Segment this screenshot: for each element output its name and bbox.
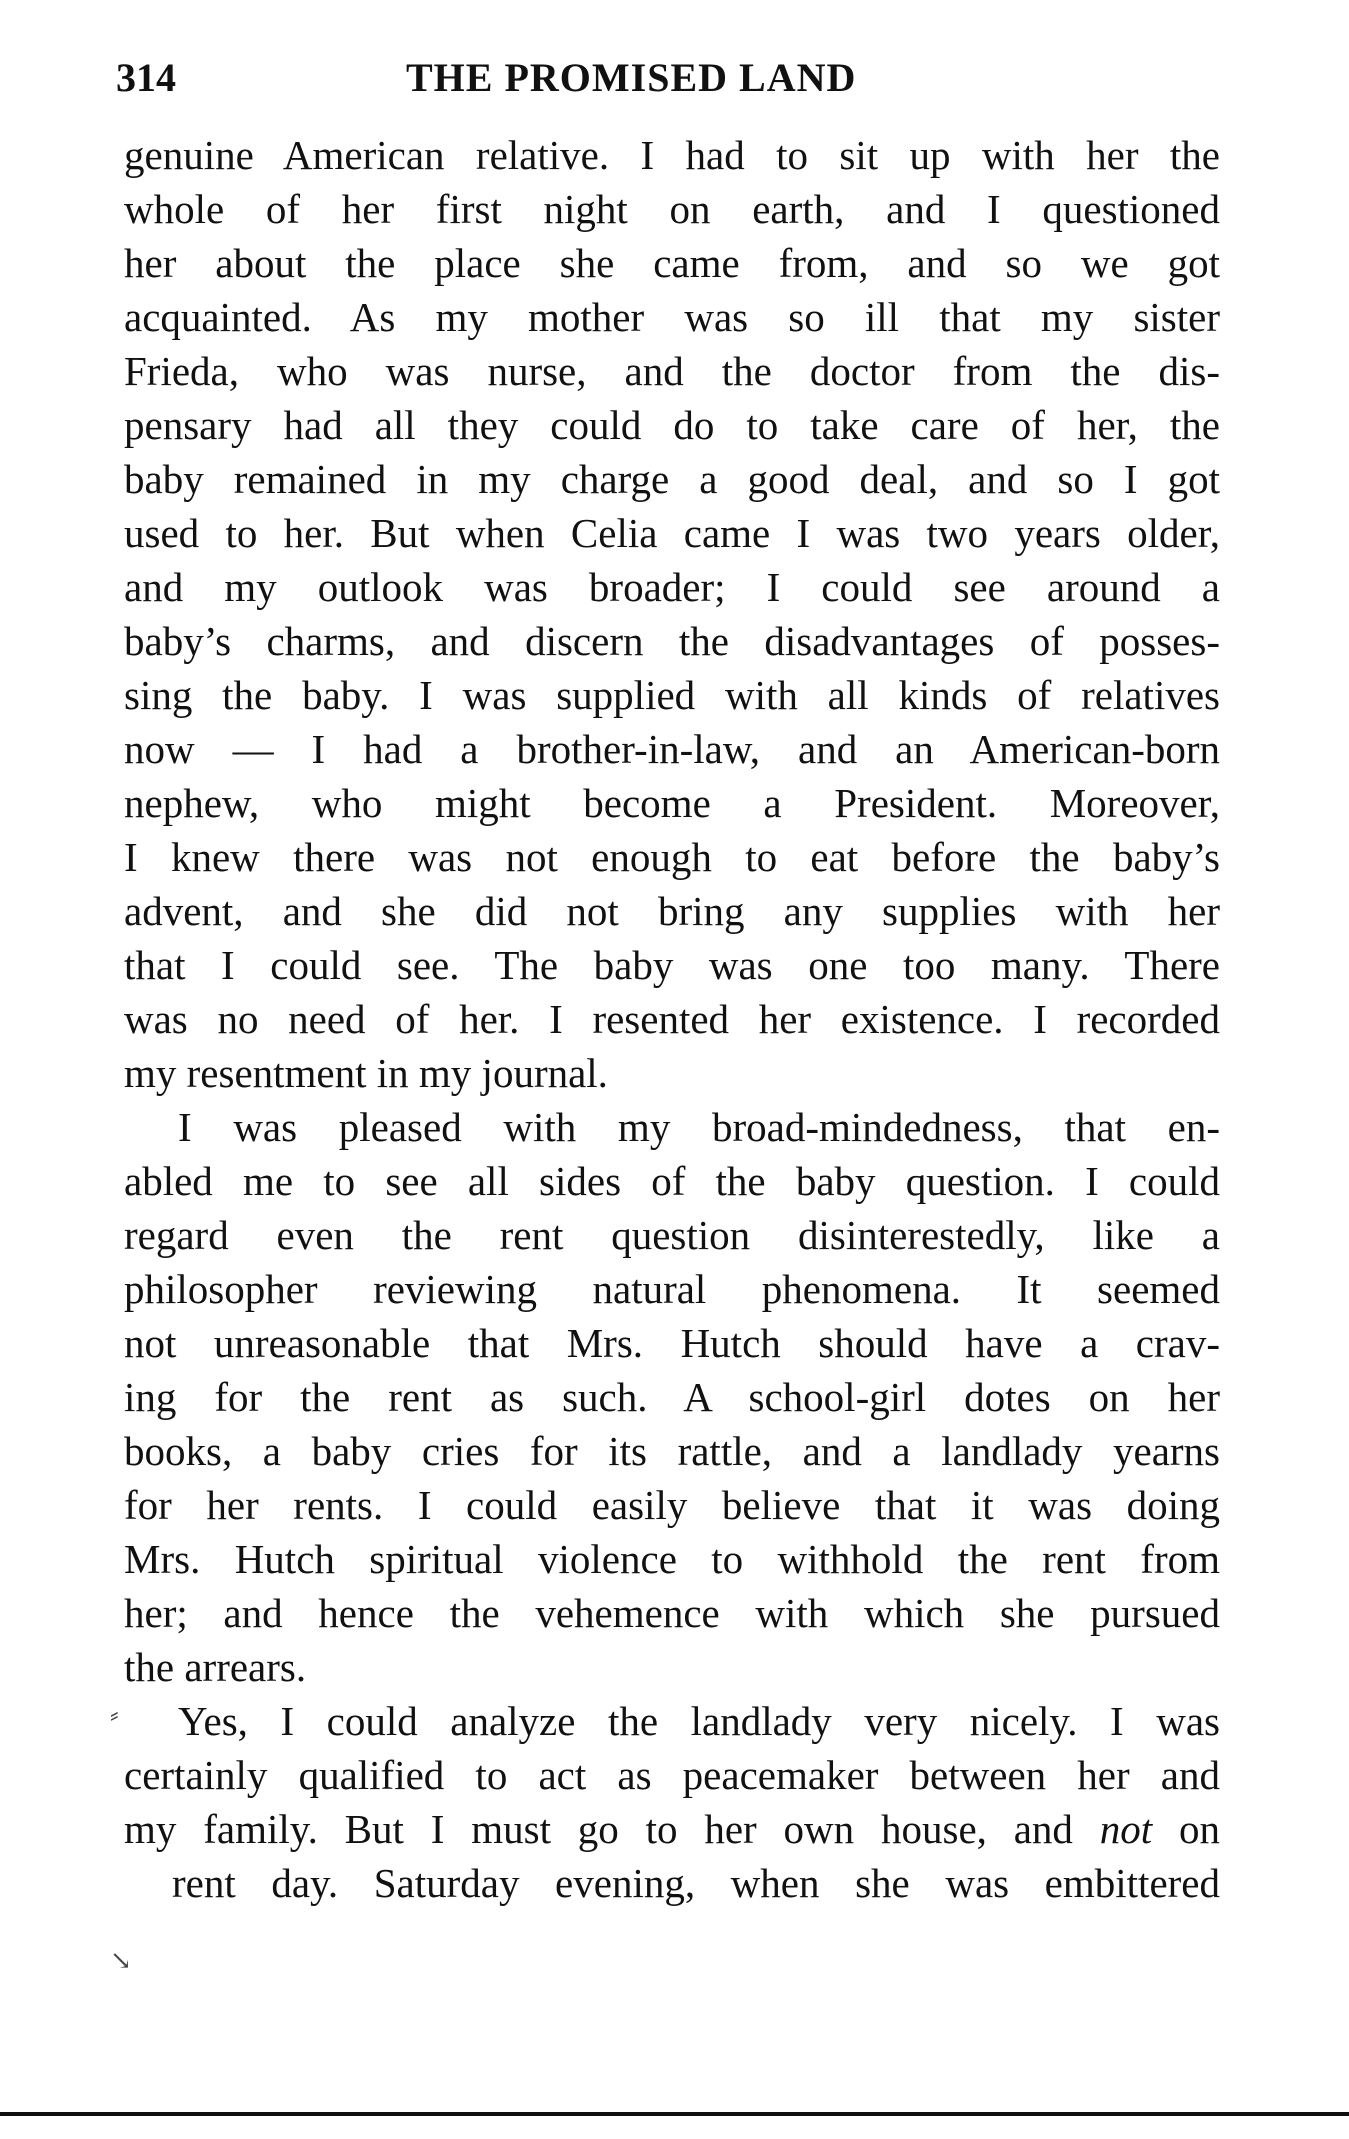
text-line: and my outlook was broader; I could see around a (124, 564, 1220, 610)
text-line: I knew there was not enough to eat before the baby’s (124, 834, 1220, 880)
running-title: THE PROMISED LAND (406, 55, 857, 100)
text-line: pensary had all they could do to take care of her, the (124, 402, 1220, 448)
text-line (124, 1802, 1220, 1856)
text-line: Frieda, who was nurse, and the doctor from the dis- (124, 348, 1220, 394)
text-line: was no need of her. I resented her existence. I recorded (124, 996, 1220, 1042)
text-line: regard even the rent question disinterestedly, like a (124, 1212, 1220, 1258)
text-line: advent, and she did not bring any supplies with her (124, 888, 1220, 934)
text-line: for her rents. I could easily believe that it was doing (124, 1482, 1220, 1528)
line-text-part: my family. But I must go to her own house, and (124, 1806, 1100, 1852)
text-line: her about the place she came from, and so we got (124, 240, 1220, 286)
text-line: baby’s charms, and discern the disadvantages of posses- (124, 618, 1220, 664)
page-number: 314 (116, 55, 176, 100)
text-line: used to her. But when Celia came I was two years older, (124, 510, 1220, 556)
text-line: acquainted. As my mother was so ill that my sister (124, 294, 1220, 340)
text-line: certainly qualified to act as peacemaker between her and (124, 1752, 1220, 1798)
text-line: books, a baby cries for its rattle, and a landlady yearns (124, 1428, 1220, 1474)
page-header (116, 48, 1226, 108)
text-line: nephew, who might become a President. Moreover, (124, 780, 1220, 826)
margin-mark: ⸗ (110, 1700, 119, 1729)
text-line: sing the baby. I was supplied with all kinds of relatives (124, 672, 1220, 718)
emphasized-word: not (1099, 1806, 1153, 1852)
text-line: whole of her first night on earth, and I questioned (124, 186, 1220, 232)
text-line: now — I had a brother-in-law, and an American-born (124, 726, 1220, 772)
text-line: ing for the rent as such. A school-girl dotes on her (124, 1374, 1220, 1420)
bottom-rule (0, 2112, 1349, 2116)
line-text-part: on (1152, 1806, 1220, 1852)
text-line: philosopher reviewing natural phenomena. It seemed (124, 1266, 1220, 1312)
text-line: the arrears. (124, 1644, 307, 1690)
text-line: rent day. Saturday evening, when she was embittered (172, 1860, 1220, 1906)
text-line: I was pleased with my broad-mindedness, that en- (178, 1104, 1220, 1150)
text-line: abled me to see all sides of the baby question. I could (124, 1158, 1220, 1204)
text-line: baby remained in my charge a good deal, and so I got (124, 456, 1220, 502)
text-line: Yes, I could analyze the landlady very nicely. I was (178, 1698, 1220, 1744)
text-line: that I could see. The baby was one too many. There (124, 942, 1220, 988)
body-text (110, 128, 1220, 1975)
text-line: my resentment in my journal. (124, 1050, 608, 1096)
text-line: genuine American relative. I had to sit up with her the (124, 132, 1220, 178)
text-line: her; and hence the vehemence with which she pursued (124, 1590, 1220, 1636)
margin-mark: ↘ (110, 1946, 132, 1975)
text-line: not unreasonable that Mrs. Hutch should have a crav- (124, 1320, 1220, 1366)
text-line: Mrs. Hutch spiritual violence to withhold the rent from (124, 1536, 1220, 1582)
